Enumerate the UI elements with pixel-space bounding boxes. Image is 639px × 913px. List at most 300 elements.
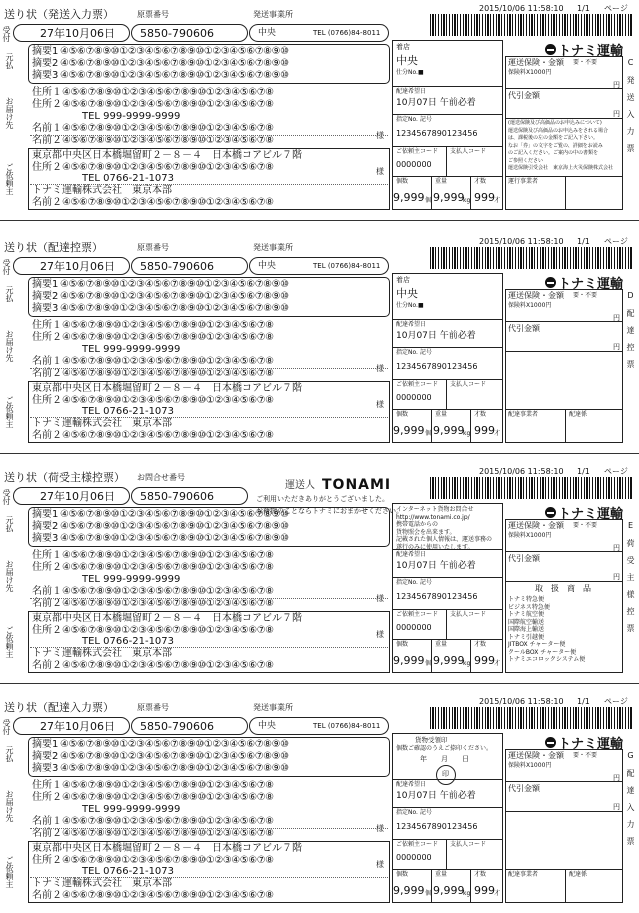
reference-label: 原票番号 (137, 10, 169, 19)
reference-label: お問合せ番号 (137, 473, 185, 482)
operator-divider (565, 176, 566, 210)
tonami-logo-icon (545, 277, 556, 288)
right-divider (505, 88, 623, 89)
name1-value: ④⑤⑥⑦⑧⑨⑩①②③④⑤⑥⑦⑧⑨⑩①②③④⑤⑥⑦⑧ (62, 586, 274, 597)
greeting-line: お荷物のことならトナミにおまかせください。 (256, 507, 403, 515)
uketsuke-label: 受付 (2, 719, 11, 735)
dest-store-label: 着店 (396, 276, 410, 284)
tekiyo-circles: ④⑤⑥⑦⑧⑨⑩①②③④⑤⑥⑦⑧⑨⑩①②③④⑤⑥⑦⑧⑨⑩ (60, 70, 289, 81)
weight-value: 9,999 (433, 424, 465, 437)
page-number: 1/1 (577, 237, 590, 246)
insurance-note: なお「券」の文字をご覧の、詳細をお読み (508, 142, 603, 149)
mid-divider (392, 319, 503, 320)
insurance-note: 運送保険引受会社 東京海上火災保険株式会社 (508, 165, 614, 171)
sender-name: トナミ運輸株式会社 東京本部 (32, 185, 172, 196)
address2-label: 住所２ (32, 562, 62, 573)
delivery-date-label: 配達希望日 (396, 781, 427, 788)
reference-label: 原票番号 (137, 243, 169, 252)
delivery-date: 10月07日 午前必着 (396, 331, 476, 341)
name1-label: 名前１ (32, 816, 62, 827)
code-divider (446, 146, 447, 176)
sender-name2: ④⑤⑥⑦⑧⑨⑩①②③④⑤⑥⑦⑧⑨⑩①②③④⑤⑥⑦⑧ (62, 890, 274, 901)
volume-value: 999 (474, 191, 495, 204)
slip-separator (0, 683, 639, 684)
delivery-date-label: 配達希望日 (396, 88, 427, 95)
address2-value: ④⑤⑥⑦⑧⑨⑩①②③④⑤⑥⑦⑧⑨⑩①②③④⑤⑥⑦⑧ (62, 562, 274, 573)
tekiyo-circles: ④⑤⑥⑦⑧⑨⑩①②③④⑤⑥⑦⑧⑨⑩①②③④⑤⑥⑦⑧⑨⑩ (60, 303, 289, 314)
pieces-unit: 個 (425, 890, 432, 897)
customer-code: 0000000 (396, 160, 432, 169)
sorting-label: 仕分No. (396, 69, 418, 76)
sender-name2: ④⑤⑥⑦⑧⑨⑩①②③④⑤⑥⑦⑧⑨⑩①②③④⑤⑥⑦⑧ (62, 430, 274, 441)
product-item: ビジネス特急便 (508, 603, 550, 611)
irainushi-label: ご依頼主 (5, 163, 14, 195)
weight-value: 9,999 (433, 884, 465, 897)
tekiyo-label: 摘要1 (32, 739, 59, 750)
mid-divider (392, 549, 503, 550)
address2-label: 住所２ (32, 792, 62, 803)
pieces-unit: 個 (425, 660, 432, 667)
otodoke-label: お届け先 (5, 97, 14, 129)
company-logo-text: トナミ運輸 (558, 507, 624, 522)
irainushi-label: ご依頼主 (5, 856, 14, 888)
volume-value: 999 (474, 884, 495, 897)
waybill-slip (0, 233, 639, 451)
sender-sama: 様 (376, 860, 384, 869)
sender-address: 東京都中央区日本橋堀留町２－８－４ 日本橋コアビル７階 (32, 843, 302, 854)
weight-unit: kg (463, 430, 471, 437)
right-divider (505, 176, 623, 177)
insurance-sub: 保険料X1000円 (508, 69, 552, 76)
tonami-logo-icon (545, 507, 556, 518)
name1-value: ④⑤⑥⑦⑧⑨⑩①②③④⑤⑥⑦⑧⑨⑩①②③④⑤⑥⑦⑧ (62, 816, 274, 827)
internet-inquiry: 遂行のみに使用いたします。 (396, 543, 474, 551)
operator-divider (565, 409, 566, 443)
delivery-staff-label: 配達係 (569, 871, 588, 878)
right-divider (505, 351, 623, 352)
payer-label: 支払人コード (450, 611, 487, 618)
sender-address2: ④⑤⑥⑦⑧⑨⑩①②③④⑤⑥⑦⑧⑨⑩①②③④⑤⑥⑦⑧ (62, 162, 274, 173)
name2-label: 名前２ (32, 368, 62, 379)
date-value: 27年10月06日 (40, 260, 115, 273)
product-item: クールBOX チャーター便 (508, 648, 577, 656)
name2-value: ④⑤⑥⑦⑧⑨⑩①②③④⑤⑥⑦⑧⑨⑩①②③④⑤⑥⑦⑧ (62, 368, 274, 379)
delivery-staff-label: 配達係 (569, 411, 588, 418)
name1-value: ④⑤⑥⑦⑧⑨⑩①②③④⑤⑥⑦⑧⑨⑩①②③④⑤⑥⑦⑧ (62, 356, 274, 367)
waybill-slip (0, 463, 639, 681)
reference-number: 5850-790606 (140, 27, 214, 40)
sender-box (28, 841, 390, 903)
qty-divider (470, 639, 471, 673)
mid-divider (392, 114, 503, 115)
print-timestamp: 2015/10/06 11:58:10 (479, 237, 564, 246)
designated-no-label: 指定No. 記号 (396, 349, 432, 356)
sender-address: 東京都中央区日本橋堀留町２－８－４ 日本橋コアビル７階 (32, 150, 302, 161)
slip-title: 送り状（荷受主様控票） (4, 471, 125, 484)
sender-sama: 様 (376, 400, 384, 409)
product-item: トナミ引越便 (508, 633, 545, 641)
internet-inquiry: インターネット貨物お問合せ (396, 506, 474, 513)
office-tel: TEL (0766)84-8011 (313, 722, 381, 730)
internet-inquiry: 携帯電話からの (396, 521, 439, 528)
name1-label: 名前１ (32, 123, 62, 134)
right-divider (505, 781, 623, 782)
volume-label: 才数 (474, 178, 487, 185)
name-underline (30, 135, 388, 136)
tonami-logo-icon (545, 44, 556, 55)
pieces-value: 9,999 (393, 424, 425, 437)
recipient-sama: 様 (376, 594, 384, 603)
motobarai-label: 元払 (5, 286, 14, 302)
recipient-sama: 様 (376, 131, 384, 140)
payer-label: 支払人コード (450, 841, 487, 848)
tekiyo-circles: ④⑤⑥⑦⑧⑨⑩①②③④⑤⑥⑦⑧⑨⑩①②③④⑤⑥⑦⑧⑨⑩ (60, 46, 289, 57)
volume-label: 才数 (474, 411, 487, 418)
customer-code-label: ご依頼主コード (396, 611, 439, 618)
pieces-label: 個数 (396, 178, 409, 185)
product-item: トナミ特急便 (508, 596, 545, 603)
sorting-label: 仕分No. (396, 302, 418, 309)
reference-label: 原票番号 (137, 703, 169, 712)
qty-divider (431, 639, 432, 673)
mid-divider (392, 779, 503, 780)
address2-value: ④⑤⑥⑦⑧⑨⑩①②③④⑤⑥⑦⑧⑨⑩①②③④⑤⑥⑦⑧ (62, 792, 274, 803)
volume-unit: 才 (494, 197, 501, 204)
volume-label: 才数 (474, 871, 487, 878)
address2-label: 住所２ (32, 625, 62, 636)
name2-value: ④⑤⑥⑦⑧⑨⑩①②③④⑤⑥⑦⑧⑨⑩①②③④⑤⑥⑦⑧ (62, 828, 274, 839)
address1-value: ④⑤⑥⑦⑧⑨⑩①②③④⑤⑥⑦⑧⑨⑩①②③④⑤⑥⑦⑧ (62, 550, 274, 561)
tekiyo-label: 摘要2 (32, 58, 59, 69)
sender-address2: ④⑤⑥⑦⑧⑨⑩①②③④⑤⑥⑦⑧⑨⑩①②③④⑤⑥⑦⑧ (62, 855, 274, 866)
address1-value: ④⑤⑥⑦⑧⑨⑩①②③④⑤⑥⑦⑧⑨⑩①②③④⑤⑥⑦⑧ (62, 780, 274, 791)
reference-number: 5850-790606 (140, 490, 214, 503)
mid-divider (392, 347, 503, 348)
uketsuke-label: 受付 (2, 489, 11, 505)
address1-label: 住所１ (32, 780, 62, 791)
volume-value: 999 (474, 424, 495, 437)
pieces-value: 9,999 (393, 191, 425, 204)
sender-address2: ④⑤⑥⑦⑧⑨⑩①②③④⑤⑥⑦⑧⑨⑩①②③④⑤⑥⑦⑧ (62, 625, 274, 636)
tax-label: 要・不要 (573, 752, 598, 759)
designated-no: 1234567890123456 (396, 129, 478, 138)
irainushi-label: ご依頼主 (5, 396, 14, 428)
internet-inquiry: 記載された個人情報は、運送事務の (396, 536, 493, 543)
tekiyo-circles: ④⑤⑥⑦⑧⑨⑩①②③④⑤⑥⑦⑧⑨⑩①②③④⑤⑥⑦⑧⑨⑩ (60, 279, 289, 290)
tekiyo-circles: ④⑤⑥⑦⑧⑨⑩①②③④⑤⑥⑦⑧⑨⑩①②③④⑤⑥⑦⑧⑨⑩ (60, 291, 289, 302)
product-item: 国際航空輸送 (508, 618, 545, 626)
origin-office-label: 発送事業所 (253, 243, 293, 252)
insurance-label: 運送保険・金額 (508, 291, 564, 300)
products-title: 取 扱 商 品 (535, 584, 591, 593)
right-column (505, 749, 623, 903)
company-logo-text: トナミ運輸 (558, 277, 624, 292)
delivery-date: 10月07日 午前必着 (396, 98, 476, 108)
pieces-label: 個数 (396, 411, 409, 418)
tekiyo-label: 摘要1 (32, 279, 59, 290)
print-timestamp: 2015/10/06 11:58:10 (479, 4, 564, 13)
tekiyo-label: 摘要2 (32, 751, 59, 762)
weight-label: 重量 (435, 178, 448, 185)
waybill-slip (0, 693, 639, 911)
qty-divider (431, 409, 432, 443)
tekiyo-label: 摘要1 (32, 509, 59, 520)
recipient-tel: TEL 999-9999-9999 (82, 804, 181, 815)
page-label: ページ (604, 4, 628, 13)
carrier-prefix: 運送人 (285, 480, 315, 491)
otodoke-label: お届け先 (5, 790, 14, 822)
tekiyo-circles: ④⑤⑥⑦⑧⑨⑩①②③④⑤⑥⑦⑧⑨⑩①②③④⑤⑥⑦⑧⑨⑩ (60, 739, 289, 750)
sender-box (28, 381, 390, 443)
office-tel: TEL (0766)84-8011 (313, 29, 381, 37)
name2-label: 名前２ (32, 598, 62, 609)
address2-label: 住所２ (32, 162, 62, 173)
name-underline (30, 368, 388, 369)
pieces-value: 9,999 (393, 884, 425, 897)
weight-unit: kg (463, 660, 471, 667)
tekiyo-label: 摘要2 (32, 521, 59, 532)
yen-mark: 円 (613, 343, 620, 351)
name-underline (30, 598, 388, 599)
weight-value: 9,999 (433, 191, 465, 204)
volume-unit: 才 (494, 660, 501, 667)
code-divider (446, 379, 447, 409)
address1-value: ④⑤⑥⑦⑧⑨⑩①②③④⑤⑥⑦⑧⑨⑩①②③④⑤⑥⑦⑧ (62, 87, 274, 98)
yen-mark: 円 (613, 314, 620, 322)
customer-code-label: ご依頼主コード (396, 381, 439, 388)
pieces-label: 個数 (396, 871, 409, 878)
name2-label: 名前２ (32, 197, 62, 208)
designated-no-label: 指定No. 記号 (396, 579, 432, 586)
cod-label: 代引金額 (508, 91, 540, 100)
tax-label: 要・不要 (573, 522, 598, 529)
insurance-sub: 保険料X1000円 (508, 302, 552, 309)
volume-label: 才数 (474, 641, 487, 648)
barcode (430, 477, 633, 499)
insurance-sub: 保険料X1000円 (508, 762, 552, 769)
mid-divider (392, 86, 503, 87)
sender-sama: 様 (376, 630, 384, 639)
tax-label: 要・不要 (573, 292, 598, 299)
sender-name2: ④⑤⑥⑦⑧⑨⑩①②③④⑤⑥⑦⑧⑨⑩①②③④⑤⑥⑦⑧ (62, 197, 274, 208)
customer-code-label: ご依頼主コード (396, 148, 439, 155)
insurance-note: (運送保険及び高価品のお申込みについて) (508, 120, 602, 126)
print-timestamp: 2015/10/06 11:58:10 (479, 467, 564, 476)
insurance-label: 運送保険・金額 (508, 521, 564, 530)
uketsuke-label: 受付 (2, 26, 11, 42)
payer-label: 支払人コード (450, 381, 487, 388)
pieces-unit: 個 (425, 430, 432, 437)
mid-divider (392, 146, 503, 147)
yen-mark: 円 (613, 110, 620, 118)
mid-divider (392, 839, 503, 840)
qty-divider (470, 409, 471, 443)
barcode (430, 247, 633, 269)
mid-divider (392, 609, 503, 610)
volume-unit: 才 (494, 890, 501, 897)
internet-inquiry: http://www.tonami.co.jp/ (396, 513, 470, 521)
page-label: ページ (604, 697, 628, 706)
weight-unit: kg (463, 890, 471, 897)
otodoke-label: お届け先 (5, 330, 14, 362)
seal-label: 印 (442, 770, 449, 778)
insurance-note: 運送保険及び高価品のお申込みをされる場合 (508, 127, 609, 134)
page-number: 1/1 (577, 4, 590, 13)
tekiyo-circles: ④⑤⑥⑦⑧⑨⑩①②③④⑤⑥⑦⑧⑨⑩①②③④⑤⑥⑦⑧⑨⑩ (60, 509, 289, 520)
recipient-tel: TEL 999-9999-9999 (82, 111, 181, 122)
name2-value: ④⑤⑥⑦⑧⑨⑩①②③④⑤⑥⑦⑧⑨⑩①②③④⑤⑥⑦⑧ (62, 598, 274, 609)
mid-divider (392, 176, 503, 177)
operator-label: 配達事業者 (508, 411, 539, 418)
address1-label: 住所１ (32, 550, 62, 561)
page-number: 1/1 (577, 697, 590, 706)
customer-code: 0000000 (396, 393, 432, 402)
cod-label: 代引金額 (508, 554, 540, 563)
sender-address: 東京都中央区日本橋堀留町２－８－４ 日本橋コアビル７階 (32, 383, 302, 394)
sender-box (28, 148, 390, 210)
volume-value: 999 (474, 654, 495, 667)
name1-label: 名前１ (32, 356, 62, 367)
office-name: 中央 (258, 28, 277, 38)
yen-mark: 円 (613, 573, 620, 581)
sender-tel: TEL 0766-21-1073 (82, 173, 175, 184)
tekiyo-label: 摘要3 (32, 533, 59, 544)
customer-code: 0000000 (396, 623, 432, 632)
page-label: ページ (604, 467, 628, 476)
print-timestamp: 2015/10/06 11:58:10 (479, 697, 564, 706)
right-divider (505, 811, 623, 812)
delivery-date: 10月07日 午前必着 (396, 791, 476, 801)
sender-tel: TEL 0766-21-1073 (82, 866, 175, 877)
tekiyo-circles: ④⑤⑥⑦⑧⑨⑩①②③④⑤⑥⑦⑧⑨⑩①②③④⑤⑥⑦⑧⑨⑩ (60, 533, 289, 544)
address1-label: 住所１ (32, 87, 62, 98)
office-name: 中央 (258, 261, 277, 271)
insurance-label: 運送保険・金額 (508, 751, 564, 760)
operator-label: 配達事業者 (508, 871, 539, 878)
slip-separator (0, 220, 639, 221)
receipt-date: 年 月 日 (420, 755, 469, 763)
pieces-value: 9,999 (393, 654, 425, 667)
operator-divider (565, 869, 566, 903)
uketsuke-label: 受付 (2, 259, 11, 275)
right-divider (505, 551, 623, 552)
tekiyo-label: 摘要3 (32, 70, 59, 81)
recipient-tel: TEL 999-9999-9999 (82, 574, 181, 585)
copy-type-label: G 配 達 入 力 票 (626, 751, 635, 845)
sorting-value: ■ (418, 69, 424, 76)
product-item: 国際海上輸送 (508, 626, 545, 633)
recipient-tel: TEL 999-9999-9999 (82, 344, 181, 355)
qty-divider (470, 869, 471, 903)
otodoke-label: お届け先 (5, 560, 14, 592)
product-item: トナミ航空便 (508, 611, 545, 618)
company-logo-text: トナミ運輸 (558, 737, 624, 752)
sender-address2: ④⑤⑥⑦⑧⑨⑩①②③④⑤⑥⑦⑧⑨⑩①②③④⑤⑥⑦⑧ (62, 395, 274, 406)
pieces-unit: 個 (425, 197, 432, 204)
sender-tel: TEL 0766-21-1073 (82, 406, 175, 417)
waybill-slip (0, 0, 639, 218)
name2-value: ④⑤⑥⑦⑧⑨⑩①②③④⑤⑥⑦⑧⑨⑩①②③④⑤⑥⑦⑧ (62, 135, 274, 146)
receipt-title: 貨物受領印 (415, 736, 448, 744)
qty-divider (431, 176, 432, 210)
weight-unit: kg (463, 197, 471, 204)
operator-label: 運行事業者 (508, 178, 539, 185)
recipient-sama: 様 (376, 364, 384, 373)
name1-label: 名前１ (32, 586, 62, 597)
insurance-note: のご記入ください。ご案内の中の書類を (508, 150, 599, 156)
code-divider (446, 609, 447, 639)
insurance-label: 運送保険・金額 (508, 58, 564, 67)
tekiyo-circles: ④⑤⑥⑦⑧⑨⑩①②③④⑤⑥⑦⑧⑨⑩①②③④⑤⑥⑦⑧⑨⑩ (60, 521, 289, 532)
dest-store-label: 着店 (396, 43, 410, 51)
copy-type-label: C 発 送 入 力 票 (626, 58, 635, 152)
mid-divider (392, 379, 503, 380)
motobarai-label: 元払 (5, 746, 14, 762)
yen-mark: 円 (613, 803, 620, 811)
cod-label: 代引金額 (508, 784, 540, 793)
office-tel: TEL (0766)84-8011 (313, 262, 381, 270)
dest-store: 中央 (396, 54, 418, 67)
tekiyo-label: 摘要2 (32, 291, 59, 302)
delivery-date-label: 配達希望日 (396, 551, 427, 558)
tekiyo-circles: ④⑤⑥⑦⑧⑨⑩①②③④⑤⑥⑦⑧⑨⑩①②③④⑤⑥⑦⑧⑨⑩ (60, 58, 289, 69)
address2-label: 住所２ (32, 332, 62, 343)
name2-label: 名前２ (32, 828, 62, 839)
tonami-logo-icon (545, 737, 556, 748)
barcode (430, 707, 633, 729)
page-number: 1/1 (577, 467, 590, 476)
tekiyo-label: 摘要3 (32, 763, 59, 774)
customer-code-label: ご依頼主コード (396, 841, 439, 848)
designated-no-label: 指定No. 記号 (396, 116, 432, 123)
mid-divider (392, 577, 503, 578)
tax-label: 要・不要 (573, 59, 598, 66)
delivery-date-label: 配達希望日 (396, 321, 427, 328)
insurance-sub: 保険料X1000円 (508, 532, 552, 539)
designated-no: 1234567890123456 (396, 592, 478, 601)
address1-label: 住所１ (32, 320, 62, 331)
copy-type-label: D 配 達 控 票 (626, 291, 635, 368)
right-divider (505, 409, 623, 410)
address2-label: 住所２ (32, 395, 62, 406)
internet-inquiry: 貨物照会を出来ます。 (396, 528, 456, 536)
qty-divider (470, 176, 471, 210)
tekiyo-label: 摘要3 (32, 303, 59, 314)
customer-code: 0000000 (396, 853, 432, 862)
copy-type-label: E 荷 受 主 様 控 票 (626, 521, 635, 632)
greeting-line: ご利用いただきありがとうございました。 (256, 495, 389, 503)
designated-no: 1234567890123456 (396, 362, 478, 371)
volume-unit: 才 (494, 430, 501, 437)
address1-value: ④⑤⑥⑦⑧⑨⑩①②③④⑤⑥⑦⑧⑨⑩①②③④⑤⑥⑦⑧ (62, 320, 274, 331)
right-divider (505, 321, 623, 322)
slip-separator (0, 453, 639, 454)
mid-divider (392, 807, 503, 808)
weight-value: 9,999 (433, 654, 465, 667)
yen-mark: 円 (613, 544, 620, 552)
name2-label: 名前２ (32, 890, 62, 901)
sender-sama: 様 (376, 167, 384, 176)
name2-label: 名前２ (32, 135, 62, 146)
sender-box (28, 611, 390, 673)
tekiyo-circles: ④⑤⑥⑦⑧⑨⑩①②③④⑤⑥⑦⑧⑨⑩①②③④⑤⑥⑦⑧⑨⑩ (60, 751, 289, 762)
weight-label: 重量 (435, 641, 448, 648)
designated-no-label: 指定No. 記号 (396, 809, 432, 816)
origin-office-label: 発送事業所 (253, 10, 293, 19)
delivery-date: 10月07日 午前必着 (396, 561, 476, 571)
barcode (430, 14, 633, 36)
product-item: JITBOX チャーター便 (508, 641, 566, 648)
